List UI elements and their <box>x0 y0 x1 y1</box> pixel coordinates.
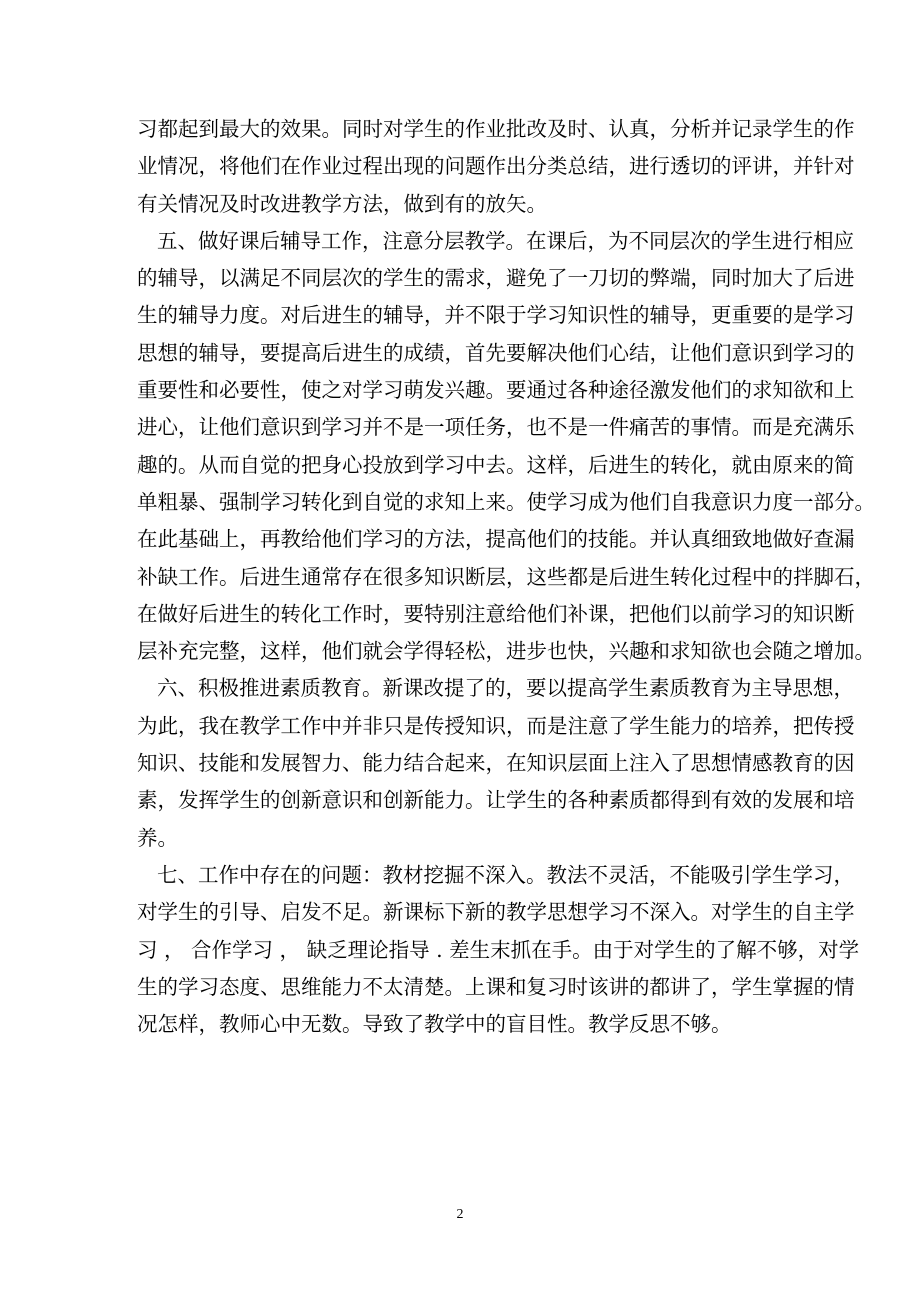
text-line: 养。 <box>137 825 178 850</box>
text-line: 六、积极推进素质教育。新课改提了的，要以提高学生素质教育为主导思想， <box>157 676 854 701</box>
text-line: 单粗暴、强制学习转化到自觉的求知上来。使学习成为他们自我意识力度一部分。 <box>137 489 875 514</box>
text-line: 习 ， 合作学习 ， 缺乏理论指导 . 差生末抓在手。由于对学生的了解不够，对学 <box>137 937 860 962</box>
text-line: 趣的。从而自觉的把身心投放到学习中去。这样，后进生的转化，就由原来的简 <box>137 452 855 477</box>
text-line: 补缺工作。后进生通常存在很多知识断层，这些都是后进生转化过程中的拌脚石， <box>137 564 875 589</box>
text-line: 为此，我在教学工作中并非只是传授知识，而是注意了学生能力的培养，把传授 <box>137 713 855 738</box>
text-line: 层补充完整，这样，他们就会学得轻松，进步也快，兴趣和求知欲也会随之增加。 <box>137 639 875 664</box>
paragraph-section-six <box>137 670 855 856</box>
text-line: 习都起到最大的效果。同时对学生的作业批改及时、认真，分析并记录学生的作 <box>137 117 855 141</box>
text-line: 思想的辅导，要提高后进生的成绩，首先要解决他们心结，让他们意识到学习的 <box>137 340 855 365</box>
text-line: 业情况，将他们在作业过程出现的问题作出分类总结，进行透切的评讲，并针对 <box>137 154 855 179</box>
text-line: 在做好后进生的转化工作时，要特别注意给他们补课，把他们以前学习的知识断 <box>137 601 855 626</box>
text-line: 况怎样，教师心中无数。导致了教学中的盲目性。教学反思不够。 <box>137 1012 732 1037</box>
text-line: 在此基础上，再教给他们学习的方法，提高他们的技能。并认真细致地做好查漏 <box>137 527 855 552</box>
text-line: 的辅导，以满足不同层次的学生的需求，避免了一刀切的弊端，同时加大了后进 <box>137 266 855 291</box>
text-line: 对学生的引导、启发不足。新课标下新的教学思想学习不深入。对学生的自主学 <box>137 900 855 925</box>
text-line: 七、工作中存在的问题：教材挖掘不深入。教法不灵活，不能吸引学生学习， <box>157 862 854 887</box>
text-line: 有关情况及时改进教学方法，做到有的放矢。 <box>137 191 547 216</box>
text-line: 重要性和必要性，使之对学习萌发兴趣。要通过各种途径激发他们的求知欲和上 <box>137 378 855 403</box>
paragraph-section-seven <box>137 857 860 1043</box>
page-number: 2 <box>456 1207 464 1222</box>
text-line: 生的辅导力度。对后进生的辅导，并不限于学习知识性的辅导，更重要的是学习 <box>137 303 855 328</box>
paragraph-section-five <box>137 223 875 671</box>
text-line: 知识、技能和发展智力、能力结合起来，在知识层面上注入了思想情感教育的因 <box>137 751 855 776</box>
document-body <box>137 111 875 1043</box>
text-line: 素，发挥学生的创新意识和创新能力。让学生的各种素质都得到有效的发展和培 <box>137 788 855 813</box>
paragraph-continuation <box>137 111 855 223</box>
text-line: 生的学习态度、思维能力不太清楚。上课和复习时该讲的都讲了，学生掌握的情 <box>137 974 855 999</box>
text-line: 五、做好课后辅导工作，注意分层教学。在课后，为不同层次的学生进行相应 <box>157 228 854 253</box>
text-line: 进心，让他们意识到学习并不是一项任务，也不是一件痛苦的事情。而是充满乐 <box>137 415 855 440</box>
